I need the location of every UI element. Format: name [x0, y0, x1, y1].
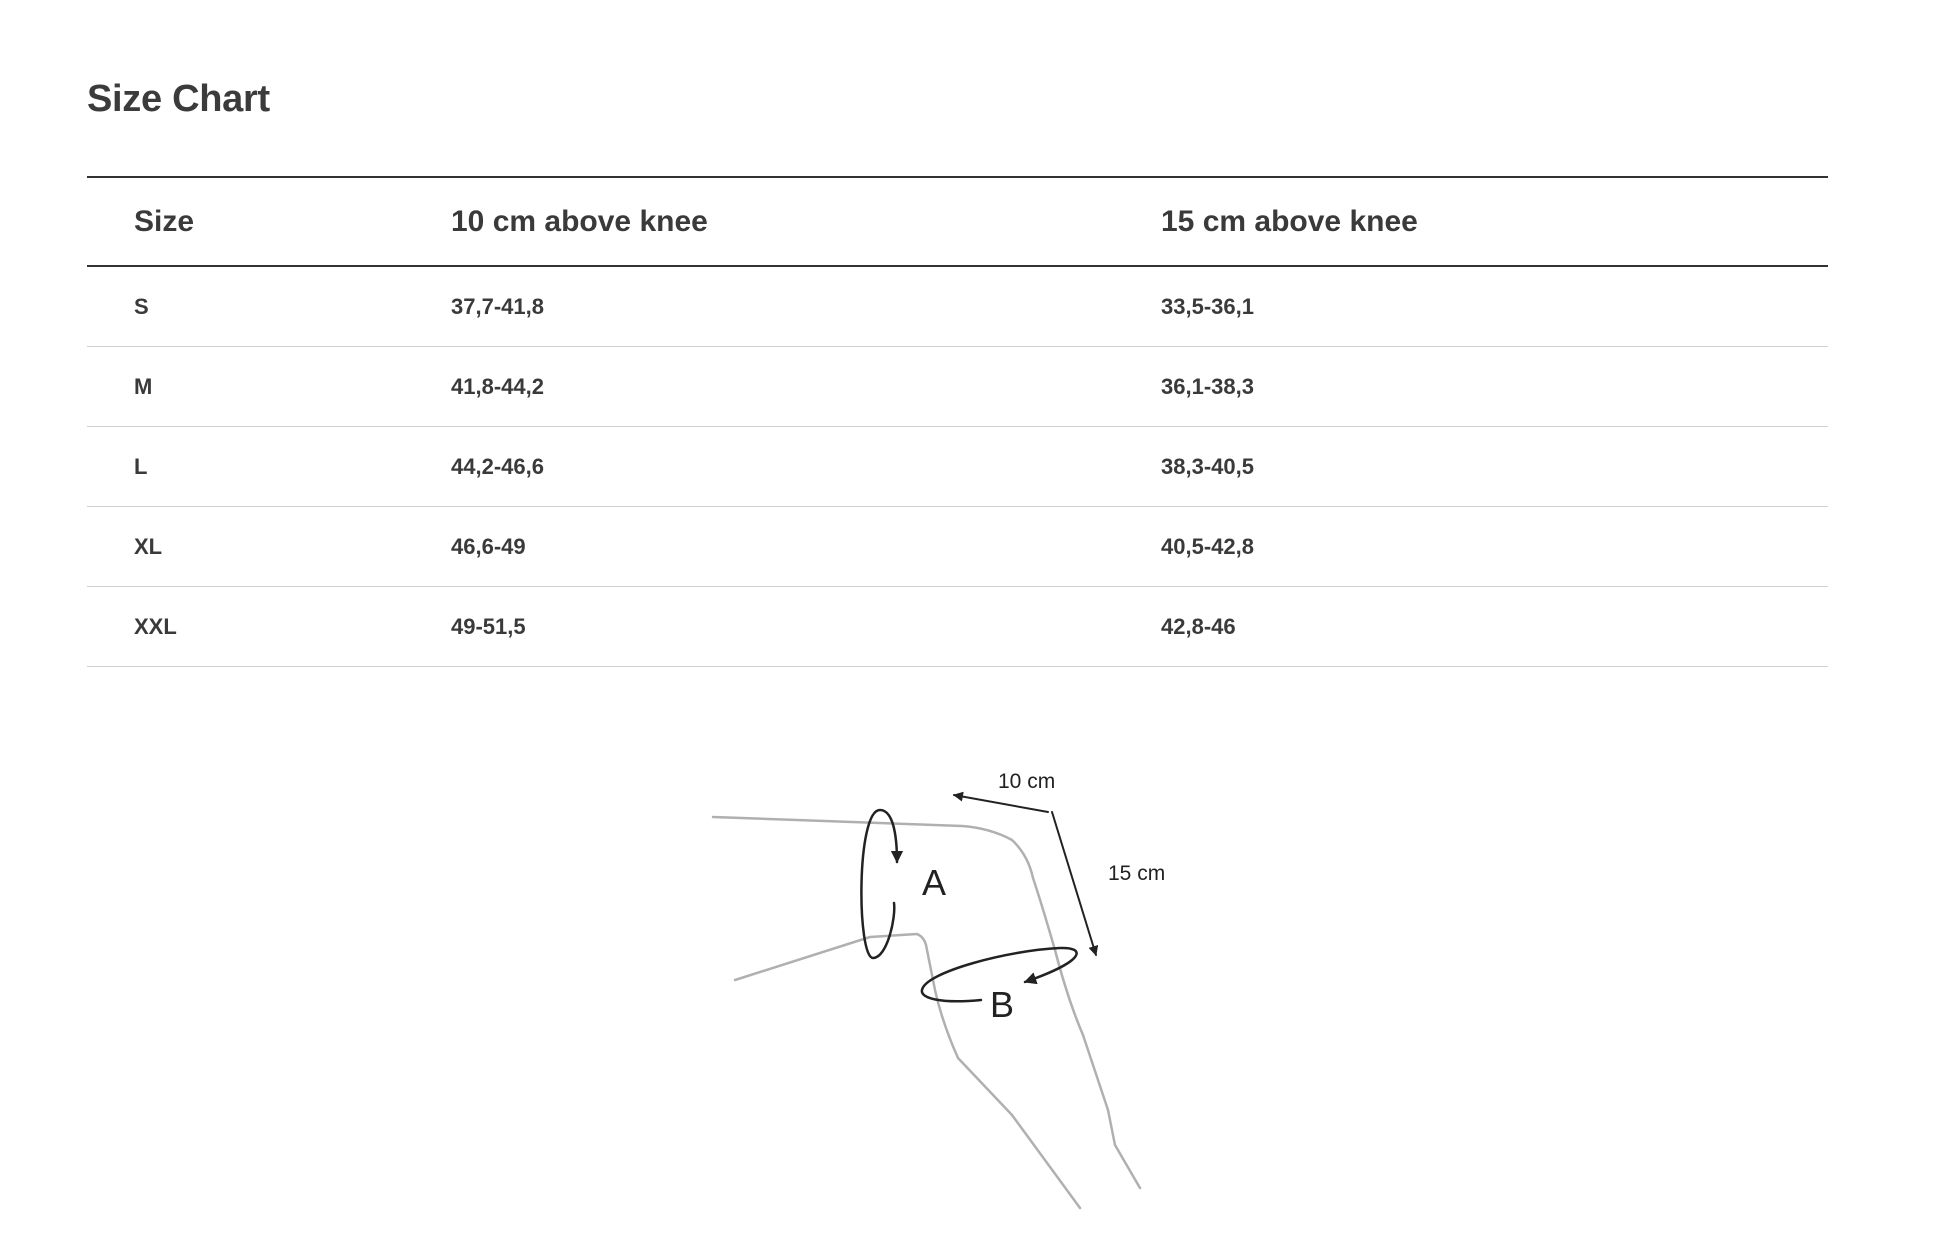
- measure-15cm-cell: 38,3-40,5: [1161, 453, 1254, 479]
- diagram-label-a: A: [922, 862, 947, 903]
- measure-15cm-cell: 33,5-36,1: [1161, 293, 1254, 319]
- measure-10cm-cell: 44,2-46,6: [451, 453, 544, 479]
- table-row: [87, 266, 1828, 347]
- dimension-15cm-line: [1052, 812, 1096, 955]
- size-cell: XL: [134, 533, 163, 559]
- size-cell: XXL: [134, 613, 177, 639]
- size-cell: S: [134, 293, 149, 319]
- size-cell: M: [134, 373, 153, 399]
- measure-b: [922, 948, 1077, 1001]
- table-row: [87, 587, 1828, 667]
- measure-15cm-cell: 36,1-38,3: [1161, 373, 1254, 399]
- diagram-label-b: B: [990, 984, 1015, 1025]
- measure-15cm-cell: 42,8-46: [1161, 613, 1236, 639]
- measure-b-loop: [922, 948, 1077, 1001]
- diagram-dim-15cm: 15 cm: [1108, 862, 1166, 885]
- table-header-row: [87, 177, 1828, 266]
- measure-10cm-cell: 49-51,5: [451, 613, 526, 639]
- header-10cm-above-knee: 10 cm above knee: [451, 204, 708, 238]
- measure-a: [861, 810, 897, 958]
- measure-10cm-cell: 46,6-49: [451, 533, 526, 559]
- measure-15cm-cell: 40,5-42,8: [1161, 533, 1254, 559]
- table-row: [87, 347, 1828, 427]
- dimension-10cm-line: [954, 795, 1048, 812]
- dimension-lines: [954, 795, 1096, 955]
- measure-10cm-cell: 41,8-44,2: [451, 373, 544, 399]
- table-row: [87, 507, 1828, 587]
- header-size: Size: [134, 204, 195, 238]
- leg-outline: [713, 817, 1140, 1208]
- header-15cm-above-knee: 15 cm above knee: [1161, 204, 1418, 238]
- diagram-dim-10cm: 10 cm: [998, 770, 1056, 793]
- measure-a-loop: [861, 810, 897, 958]
- page-title: Size Chart: [87, 78, 270, 120]
- leg-upper-contour: [713, 817, 1140, 1188]
- measure-10cm-cell: 37,7-41,8: [451, 293, 544, 319]
- leg-lower-contour: [735, 934, 1080, 1208]
- size-chart-table: [87, 176, 1828, 667]
- table-row: [87, 427, 1828, 507]
- size-cell: L: [134, 453, 148, 479]
